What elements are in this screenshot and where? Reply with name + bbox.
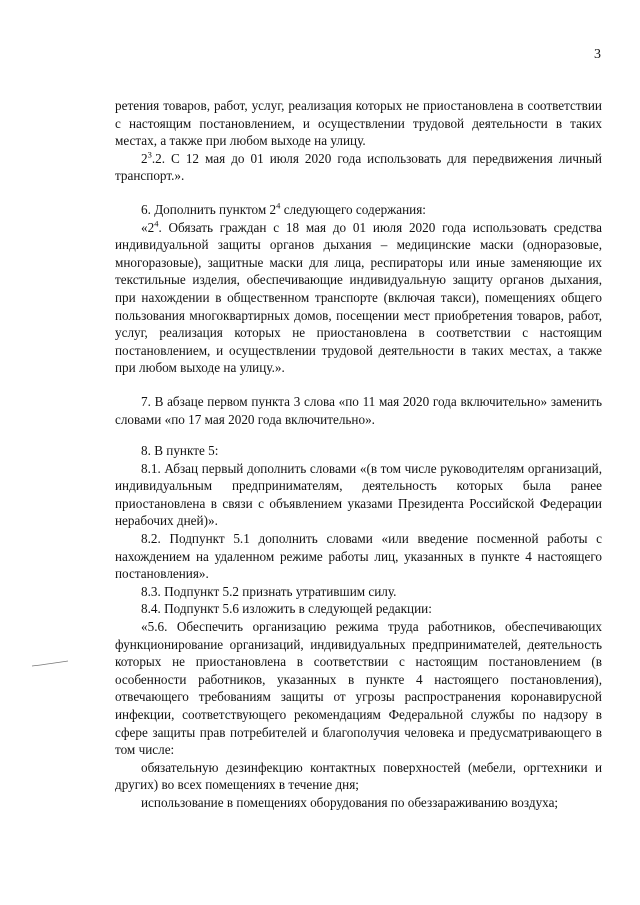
- paragraph-item-2-4: «$2^4$. Обязать граждан с 18 мая до 01 июля 2020 года использовать средства индивидуальной защиты органов дыхания – медицинские маски (одноразовые, многоразовые), защитные маски для лица, респираторы или иные заменяющие их текстильные изделия, обеспечивающие индивидуальную защиту органов дыхания, при нахождении в общественном транспорте (включая такси), помещениях общего пользования многоквартирных домов, посещении мест приобретения товаров, работ, услуг, реализация которых не приостановлена в соответствии с настоящим постановлением, и осуществлении трудовой деятельности в таких местах, а также при любом выходе на улицу.».: [115, 218, 602, 376]
- paragraph-air-disinfection: использование в помещениях оборудования по обеззараживанию воздуха;: [141, 794, 559, 810]
- scan-artifact-mark: [30, 660, 70, 668]
- paragraph-continuation: ретения товаров, работ, услуг, реализация которых не приостановлена в соответствии с настоящим постановлением, и осуществлении трудовой деятельности в таких местах, а также при любом выходе на улицу.: [115, 98, 602, 149]
- page-number: 3: [594, 47, 601, 62]
- paragraph-disinfection: обязательную дезинфекцию контактных поверхностей (мебели, оргтехники и других) во всех помещениях в течение дня;: [115, 759, 602, 793]
- paragraph-item-8: 8. В пункте 5:: [141, 443, 219, 459]
- paragraph-item-5-6: «5.6. Обеспечить организацию режима труда работников, обеспечивающих функционирование организаций, индивидуальных предпринимателей, деятельность которых не приостановлена в соответствии с настоящим постановлением (в особенности работников, указанных в пункте 4 настоящего постановления), отвечающего требованиям защиты от угрозы распространения коронавирусной инфекции, соответствующего рекомендациям Федеральной службы по надзору в сфере защиты прав потребителей и благополучия человека и предусматривающего в том числе:: [115, 619, 602, 758]
- paragraph-item-8-3: 8.3. Подпункт 5.2 признать утратившим силу.: [141, 583, 397, 599]
- paragraph-item-8-1: 8.1. Абзац первый дополнить словами «(в том числе руководителям организаций, индивидуальным предпринимателям, деятельность которых была ранее приостановлена в связи с объявлением указами Президента Российской Федерации нерабочих дней)».: [115, 460, 602, 529]
- paragraph-item-8-4: 8.4. Подпункт 5.6 изложить в следующей редакции:: [141, 601, 432, 617]
- paragraph-item-6: 6. Дополнить пунктом $2^4$ следующего содержания:: [141, 200, 426, 217]
- paragraph-item-7: 7. В абзаце первом пункта 3 слова «по 11 мая 2020 года включительно» заменить словами «по 17 мая 2020 года включительно».: [115, 393, 602, 427]
- document-body: [115, 97, 602, 812]
- paragraph-item-2-3-2: $2^3.2$. С 12 мая до 01 июля 2020 года использовать для передвижения личный транспорт.».: [115, 149, 602, 184]
- paragraph-item-8-2: 8.2. Подпункт 5.1 дополнить словами «или введение посменной работы с нахождением на удаленном режиме работы лиц, указанных в пункте 4 настоящего постановления».: [115, 531, 602, 582]
